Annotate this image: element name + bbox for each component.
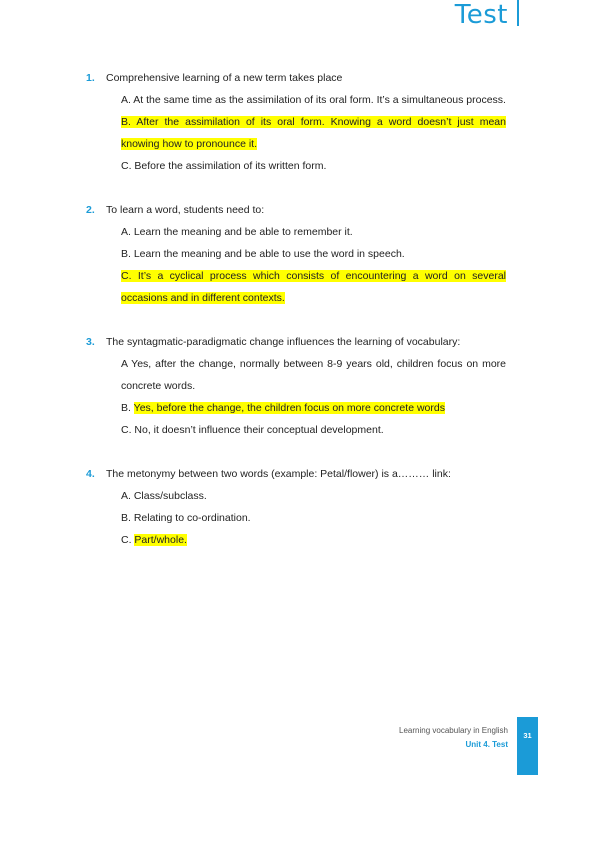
- highlighted-answer: Part/whole.: [134, 534, 187, 546]
- option-a: A Yes, after the change, normally between 8-9 years old, children focus on more concrete words.: [121, 358, 506, 392]
- option-a: A. Learn the meaning and be able to remember it.: [121, 226, 353, 238]
- option-c: C. No, it doesn’t influence their conceptual development.: [121, 424, 384, 436]
- question-text: Comprehensive learning of a new term takes place: [106, 72, 343, 84]
- option-b: B. Learn the meaning and be able to use the word in speech.: [121, 248, 405, 260]
- page-footer: [399, 724, 508, 752]
- question-number: 1.: [86, 72, 95, 84]
- option-c-highlighted: [121, 529, 506, 551]
- option-b-highlighted: [121, 111, 506, 155]
- question-4: [86, 463, 506, 551]
- option-prefix: C.: [121, 534, 135, 546]
- question-3: [86, 331, 506, 441]
- highlighted-answer: B. After the assimilation of its oral form. Knowing a word doesn’t just mean knowing how to pronounce it.: [121, 116, 506, 150]
- option-b: B. Relating to co-ordination.: [121, 512, 251, 524]
- page-number: 31: [523, 731, 532, 740]
- question-text: The syntagmatic-paradigmatic change influences the learning of vocabulary:: [106, 336, 461, 348]
- question-1: [86, 67, 506, 177]
- header-divider: [517, 0, 519, 26]
- page-header-title: Test: [454, 0, 508, 30]
- footer-course-title: Learning vocabulary in English: [399, 726, 508, 735]
- question-number: 3.: [86, 336, 95, 348]
- option-c-highlighted: [121, 265, 506, 309]
- option-a: A. Class/subclass.: [121, 490, 207, 502]
- option-prefix: B.: [121, 402, 134, 414]
- question-text: To learn a word, students need to:: [106, 204, 265, 216]
- question-number: 4.: [86, 468, 95, 480]
- option-a: A. At the same time as the assimilation of its oral form. It’s a simultaneous process.: [121, 94, 506, 106]
- option-b-highlighted: [121, 397, 506, 419]
- highlighted-answer: C. It’s a cyclical process which consists of encountering a word on several occasions and in different contexts.: [121, 270, 506, 304]
- option-c: C. Before the assimilation of its written form.: [121, 160, 327, 172]
- highlighted-answer: Yes, before the change, the children focus on more concrete words: [133, 402, 445, 414]
- question-number: 2.: [86, 204, 95, 216]
- footer-unit-label: Unit 4. Test: [465, 740, 508, 749]
- question-text: The metonymy between two words (example: Petal/flower) is a……… link:: [106, 468, 451, 480]
- page-number-tab: [517, 717, 538, 775]
- question-list: [86, 67, 506, 573]
- question-2: [86, 199, 506, 309]
